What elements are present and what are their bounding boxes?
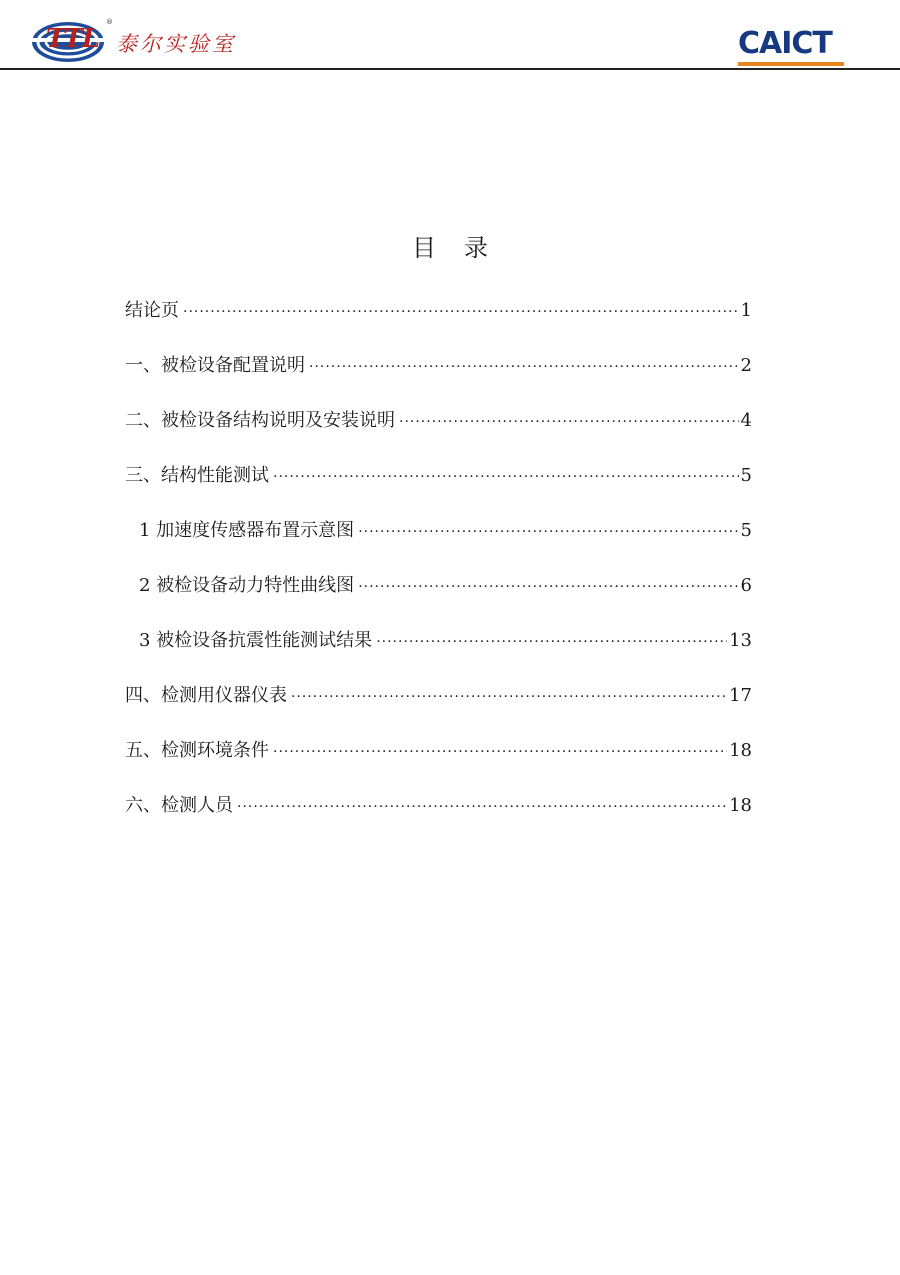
toc-dot-leader bbox=[309, 352, 739, 382]
toc-dot-leader bbox=[399, 407, 739, 437]
toc-entry[interactable] bbox=[125, 516, 752, 571]
toc-dot-leader bbox=[291, 682, 727, 712]
toc-entry-page: 6 bbox=[740, 575, 752, 596]
toc-entry[interactable] bbox=[125, 406, 752, 461]
table-of-contents bbox=[125, 296, 752, 846]
toc-entry-page: 2 bbox=[740, 355, 752, 376]
toc-entry-label: 1 加速度传感器布置示意图 bbox=[139, 520, 355, 541]
toc-entry[interactable] bbox=[125, 791, 752, 846]
toc-dot-leader bbox=[376, 627, 727, 657]
toc-dot-leader bbox=[358, 517, 738, 547]
toc-entry-label: 二、被检设备结构说明及安装说明 bbox=[125, 410, 395, 431]
toc-dot-leader bbox=[237, 792, 727, 822]
header-divider bbox=[0, 68, 900, 70]
toc-entry-page: 13 bbox=[729, 630, 752, 651]
toc-entry[interactable] bbox=[125, 736, 752, 791]
toc-entry-label: 3 被检设备抗震性能测试结果 bbox=[139, 630, 373, 651]
toc-entry[interactable] bbox=[125, 296, 752, 351]
ttl-logo bbox=[30, 18, 236, 66]
caict-text: CAICT bbox=[738, 26, 832, 61]
toc-dot-leader bbox=[183, 297, 739, 327]
toc-entry-page: 4 bbox=[740, 410, 752, 431]
toc-entry-page: 1 bbox=[740, 300, 752, 321]
toc-entry-label: 结论页 bbox=[125, 300, 179, 321]
toc-dot-leader bbox=[273, 462, 739, 492]
toc-dot-leader bbox=[273, 737, 727, 767]
toc-entry[interactable] bbox=[125, 626, 752, 681]
caict-underline bbox=[738, 62, 844, 66]
toc-entry-page: 18 bbox=[729, 795, 752, 816]
toc-entry[interactable] bbox=[125, 461, 752, 516]
toc-entry[interactable] bbox=[125, 681, 752, 736]
toc-entry-page: 18 bbox=[729, 740, 752, 761]
toc-entry-page: 5 bbox=[740, 465, 752, 486]
toc-entry-label: 2 被检设备动力特性曲线图 bbox=[139, 575, 355, 596]
toc-entry-label: 四、检测用仪器仪表 bbox=[125, 685, 287, 706]
toc-entry-label: 一、被检设备配置说明 bbox=[125, 355, 305, 376]
toc-entry[interactable] bbox=[125, 571, 752, 626]
page-header bbox=[0, 0, 900, 70]
toc-entry[interactable] bbox=[125, 351, 752, 406]
toc-dot-leader bbox=[358, 572, 738, 602]
caict-logo bbox=[738, 27, 846, 67]
ttl-latin: TTL bbox=[46, 24, 100, 54]
toc-title: 目录 bbox=[412, 234, 516, 262]
ttl-chinese-name: 泰尔实验室 bbox=[116, 32, 236, 56]
toc-entry-label: 三、结构性能测试 bbox=[125, 465, 269, 486]
toc-entry-page: 5 bbox=[740, 520, 752, 541]
toc-entry-page: 17 bbox=[729, 685, 752, 706]
toc-entry-label: 五、检测环境条件 bbox=[125, 740, 269, 761]
ttl-registered-mark: ® bbox=[106, 18, 113, 26]
toc-entry-label: 六、检测人员 bbox=[125, 795, 233, 816]
